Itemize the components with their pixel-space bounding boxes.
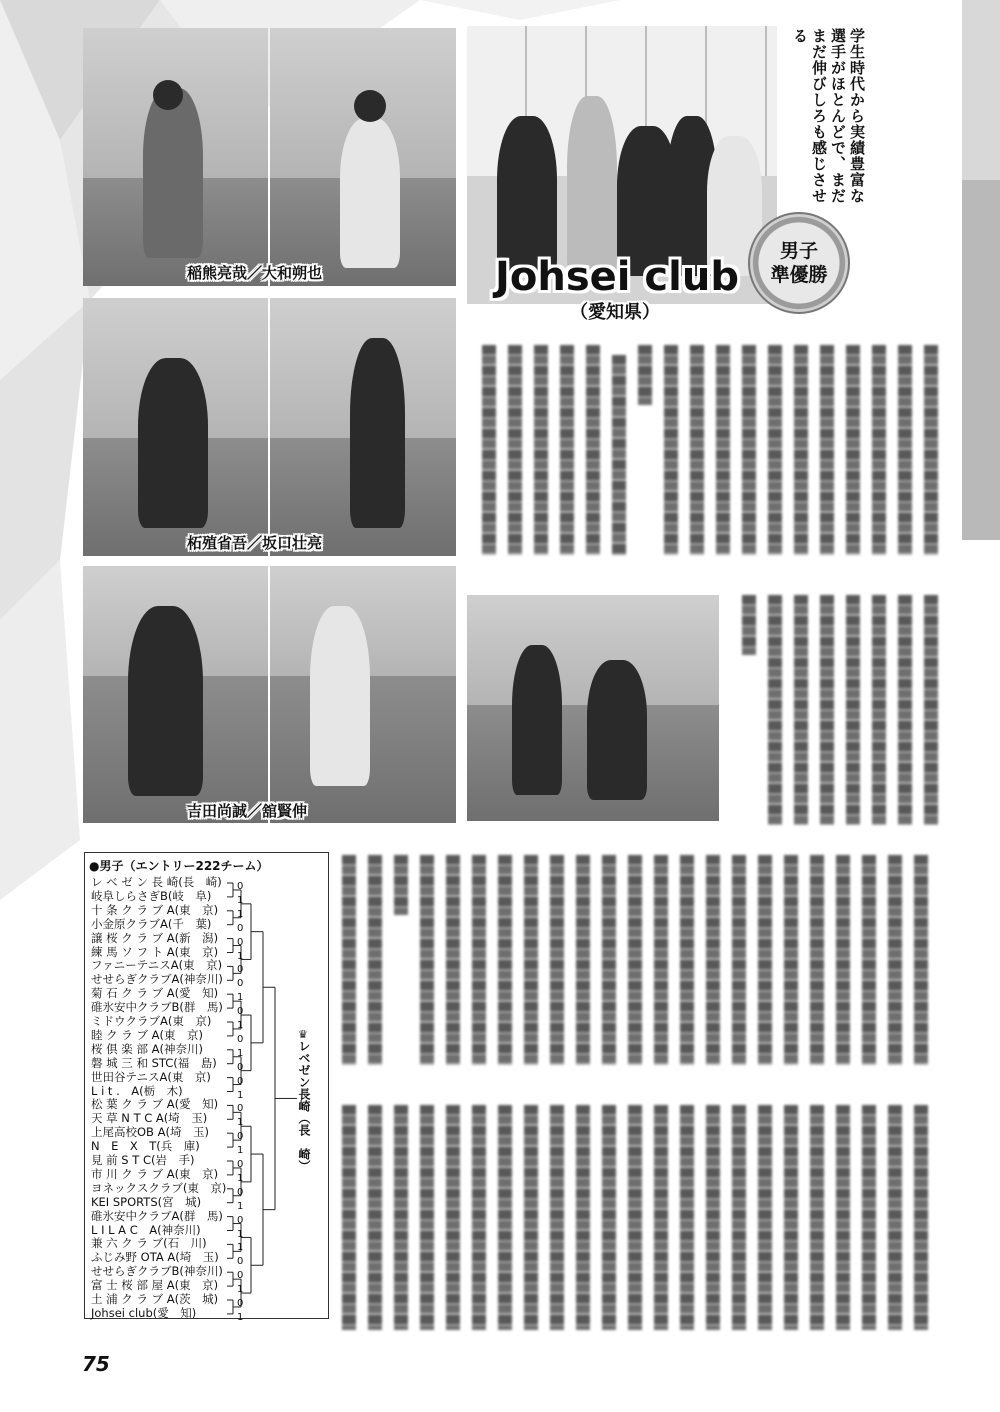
bracket-team: ふじみ野 OTA A(埼 玉) — [91, 1250, 219, 1265]
bracket-team: ヨネックスクラブ(東 京) — [91, 1180, 227, 1195]
club-name: Johsei club — [495, 254, 739, 300]
bracket-team: 碓氷安中クラブA(群 馬) — [91, 1208, 223, 1223]
bracket-team: 桜 倶 楽 部 A(神奈川) — [91, 1041, 203, 1056]
bracket-score: 0 — [237, 1061, 244, 1073]
bracket-team: レ ベ ゼ ン 長 崎(長 崎) — [91, 875, 222, 889]
bracket-team: L i t . A(栃 木) — [91, 1083, 183, 1098]
bracket-team: 十 条 ク ラ ブ A(東 京) — [91, 902, 219, 917]
bracket-score: 0 — [237, 1186, 244, 1198]
bracket-score: 1 — [237, 1200, 244, 1212]
photo-players-3 — [83, 566, 268, 823]
bracket-score: 1 — [237, 950, 244, 962]
bracket-team: せせらぎクラブB(神奈川) — [91, 1264, 223, 1279]
bracket-score: 0 — [237, 1131, 244, 1143]
photo-caption-3: 吉田尚誠／舘賢伸 — [187, 802, 308, 820]
bracket-team: 練 馬 ソ フ ト A(東 京) — [91, 944, 219, 959]
photo-caption-2: 柘殖省吾／坂口壮亮 — [187, 534, 323, 552]
bracket-score: 0 — [237, 1075, 244, 1087]
club-prefecture: （愛知県） — [570, 302, 660, 323]
tournament-bracket — [84, 852, 329, 1323]
bracket-team: 小金原クラブA(千 葉) — [91, 916, 212, 931]
bracket-score: 0 — [237, 1159, 244, 1170]
page-number: 75 — [82, 1352, 110, 1376]
bracket-winner: レベゼン長崎（長 崎） — [297, 1040, 311, 1172]
bracket-team: 見 前 S T C(岩 手) — [91, 1153, 195, 1167]
bracket-team: 市 川 ク ラ ブ A(東 京) — [91, 1166, 219, 1181]
photo-players-2 — [83, 298, 268, 556]
photo-action-doubles — [467, 595, 719, 821]
bracket-score: 1 — [237, 1089, 244, 1101]
bracket-team: 富 士 桜 部 屋 A(東 京) — [91, 1278, 219, 1293]
bracket-score: 1 — [237, 992, 244, 1004]
bracket-score: 0 — [237, 1214, 244, 1226]
bracket-team: ファニーテニスA(東 京) — [91, 958, 223, 973]
bracket-team: 天 草 N T C A(埼 玉) — [91, 1111, 208, 1126]
bracket-score: 1 — [237, 1145, 244, 1157]
bracket-score: 1 — [237, 1172, 244, 1184]
badge-label: 男子 準優勝 — [770, 240, 828, 286]
bracket-team: 土 浦 ク ラ ブ A(茨 城) — [91, 1292, 219, 1306]
bracket-score: 1 — [237, 908, 244, 920]
winner-crown-icon: ♛ — [298, 1028, 308, 1041]
headline: 学生時代から実績豊富な選手がほとんどで、まだまだ伸びしろも感じさせる — [791, 28, 866, 204]
bracket-score: 0 — [237, 881, 244, 892]
bracket-team: Johsei club(愛 知) — [91, 1305, 197, 1320]
bracket-team: KEI SPORTS(宮 城) — [91, 1194, 202, 1209]
bracket-team: 碓氷安中クラブB(群 馬) — [91, 1000, 223, 1015]
bracket-team: ミドウクラブA(東 京) — [91, 1014, 212, 1028]
bracket-score: 1 — [237, 1228, 244, 1240]
bracket-team: 世田谷テニスA(東 京) — [91, 1069, 211, 1084]
bracket-header: ●男子（エントリー222チーム） — [89, 859, 269, 873]
bracket-team: せせらぎクラブA(神奈川) — [91, 972, 223, 987]
bracket-team: L I L A C A(神奈川) — [91, 1222, 201, 1237]
bracket-team: 譲 桜 ク ラ ブ A(新 潟) — [91, 930, 219, 945]
bracket-team: 上尾高校OB A(埼 玉) — [91, 1125, 209, 1140]
photo-players-2b — [270, 298, 456, 556]
runner-up-badge — [748, 212, 850, 314]
bracket-score: 0 — [237, 1298, 244, 1309]
bracket-team: 松 葉 ク ラ ブ A(愛 知) — [91, 1097, 219, 1112]
bracket-score: 1 — [237, 1284, 244, 1296]
bracket-score: 0 — [237, 922, 244, 934]
photo-players-3b — [270, 566, 456, 823]
photo-caption-1: 稲熊亮哉／大和朔也 — [187, 264, 323, 282]
bracket-score: 0 — [237, 1103, 244, 1115]
bracket-team: N E X T(兵 庫) — [91, 1139, 200, 1154]
bracket-score: 1 — [237, 1311, 244, 1323]
bracket-score: 0 — [237, 964, 244, 976]
bracket-score: 1 — [237, 894, 244, 906]
bracket-team: 菊 石 ク ラ ブ A(愛 知) — [91, 986, 219, 1001]
bracket-team: 磐 城 三 和 STC(福 島) — [91, 1055, 217, 1070]
photo-players-1 — [83, 28, 268, 286]
bracket-score: 1 — [237, 1020, 244, 1031]
bracket-score: 1 — [237, 1117, 244, 1129]
bracket-score: 1 — [237, 1242, 244, 1254]
photo-players-1b — [270, 28, 456, 286]
bracket-score: 0 — [237, 1270, 244, 1282]
bracket-score: 0 — [237, 936, 244, 948]
bracket-team: 兼 六 ク ラ ブ(石 川) — [91, 1236, 207, 1251]
bracket-score: 0 — [237, 1256, 244, 1268]
bracket-team: 岐阜しらさぎB(岐 阜) — [91, 888, 212, 903]
bracket-score: 0 — [237, 1033, 244, 1045]
bracket-score: 1 — [237, 1047, 244, 1059]
bracket-score: 0 — [237, 1006, 244, 1018]
bracket-score: 0 — [237, 978, 244, 990]
bracket-team: 睦 ク ラ ブ A(東 京) — [91, 1027, 203, 1042]
